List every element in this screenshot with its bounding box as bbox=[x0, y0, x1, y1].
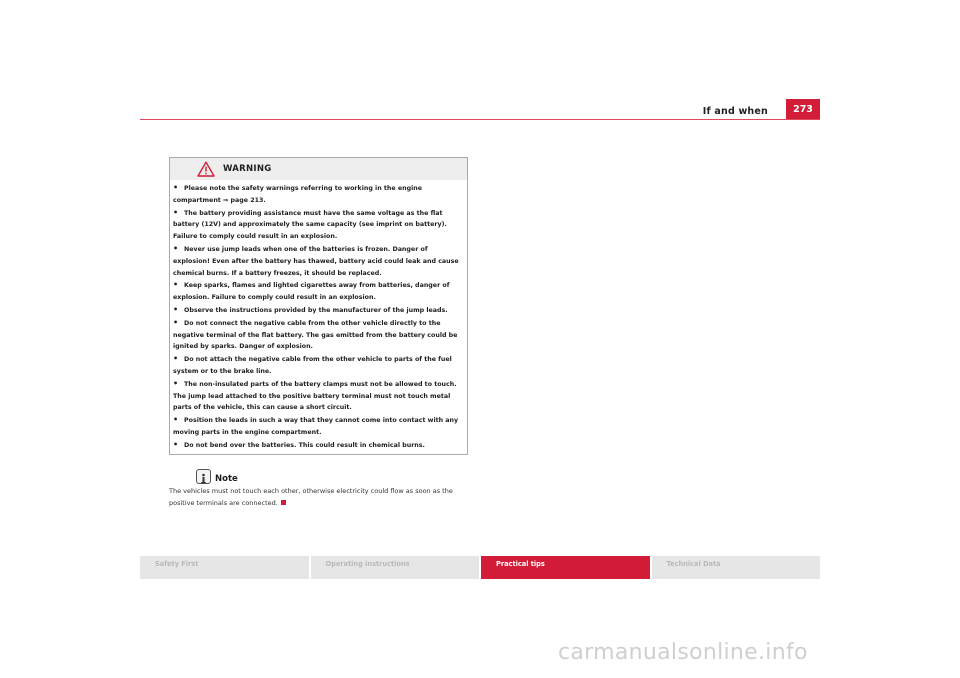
page-header-title: If and when bbox=[702, 106, 768, 117]
warning-item bbox=[173, 207, 465, 243]
warning-title: WARNING bbox=[223, 164, 272, 174]
bullet-icon: • bbox=[173, 354, 179, 364]
warning-item-text: Observe the instructions provided by the manufacturer of the jump leads. bbox=[184, 306, 448, 314]
bullet-icon: • bbox=[173, 183, 179, 192]
note-text: The vehicles must not touch each other, otherwise electricity could flow as soon as the positive terminals are connected. bbox=[169, 487, 453, 507]
end-of-section-icon bbox=[281, 500, 286, 505]
header-divider bbox=[140, 119, 820, 120]
warning-item bbox=[173, 378, 465, 414]
warning-item bbox=[173, 243, 465, 279]
bullet-icon: • bbox=[173, 304, 179, 314]
warning-triangle-icon bbox=[197, 161, 215, 181]
warning-item-text: Keep sparks, flames and lighted cigarettes away from batteries, danger of explosion. Failure to comply could result in an explosion. bbox=[173, 282, 450, 302]
note-title: Note bbox=[215, 474, 238, 484]
warning-item-text: Position the leads in such a way that they cannot come into contact with any moving parts in the engine compartment. bbox=[173, 417, 459, 436]
warning-item bbox=[173, 304, 465, 317]
warning-item-text: Please note the safety warnings referring to working in the engine compartment ⇒ page 213. bbox=[173, 185, 423, 204]
warning-item-text: Do not connect the negative cable from the other vehicle directly to the negative terminal of the flat battery. The gas emitted from the battery could be ignited by sparks. Danger of explosion. bbox=[173, 319, 458, 351]
warning-item bbox=[173, 439, 465, 452]
bullet-icon: • bbox=[173, 378, 179, 388]
tab-safety-first[interactable]: Safety First bbox=[140, 556, 311, 579]
bullet-icon: • bbox=[173, 243, 179, 253]
warning-item-text: Never use jump leads when one of the batteries is frozen. Danger of explosion! Even after the battery has thawed, battery acid could leak and cause chemical burns. If a battery freezes, it should be replaced. bbox=[173, 245, 459, 277]
bullet-icon: • bbox=[173, 207, 179, 217]
tab-operating-instructions[interactable]: Operating instructions bbox=[311, 556, 482, 579]
warning-item bbox=[173, 317, 465, 353]
bullet-icon: • bbox=[173, 280, 179, 290]
note-body bbox=[169, 486, 479, 509]
footer-section-nav bbox=[140, 556, 820, 579]
warning-box bbox=[169, 157, 468, 455]
bullet-icon: • bbox=[173, 415, 179, 425]
tab-technical-data[interactable]: Technical Data bbox=[666, 560, 721, 568]
page-number: 273 bbox=[786, 99, 820, 119]
warning-header bbox=[170, 158, 467, 180]
warning-item-text: The non-insulated parts of the battery clamps must not be allowed to touch. The jump lead attached to the positive battery terminal must not touch metal parts of the vehicle, this can cause a short circuit. bbox=[173, 380, 457, 412]
warning-item bbox=[173, 279, 465, 304]
warning-list bbox=[170, 180, 467, 452]
warning-item bbox=[173, 182, 465, 207]
watermark: carmanualsonline.info bbox=[558, 640, 808, 665]
note-info-icon bbox=[196, 469, 211, 484]
bullet-icon: • bbox=[173, 439, 179, 449]
warning-item bbox=[173, 353, 465, 378]
warning-item-text: Do not attach the negative cable from the other vehicle to parts of the fuel system or to the brake line. bbox=[173, 356, 452, 375]
tab-practical-tips[interactable]: Practical tips bbox=[481, 556, 652, 579]
warning-item-text: Do not bend over the batteries. This could result in chemical burns. bbox=[184, 441, 425, 449]
warning-item bbox=[173, 414, 465, 439]
bullet-icon: • bbox=[173, 317, 179, 327]
warning-item-text: The battery providing assistance must have the same voltage as the flat battery (12V) and approximately the same capacity (see imprint on battery). Failure to comply could result in an explosion. bbox=[173, 209, 447, 241]
